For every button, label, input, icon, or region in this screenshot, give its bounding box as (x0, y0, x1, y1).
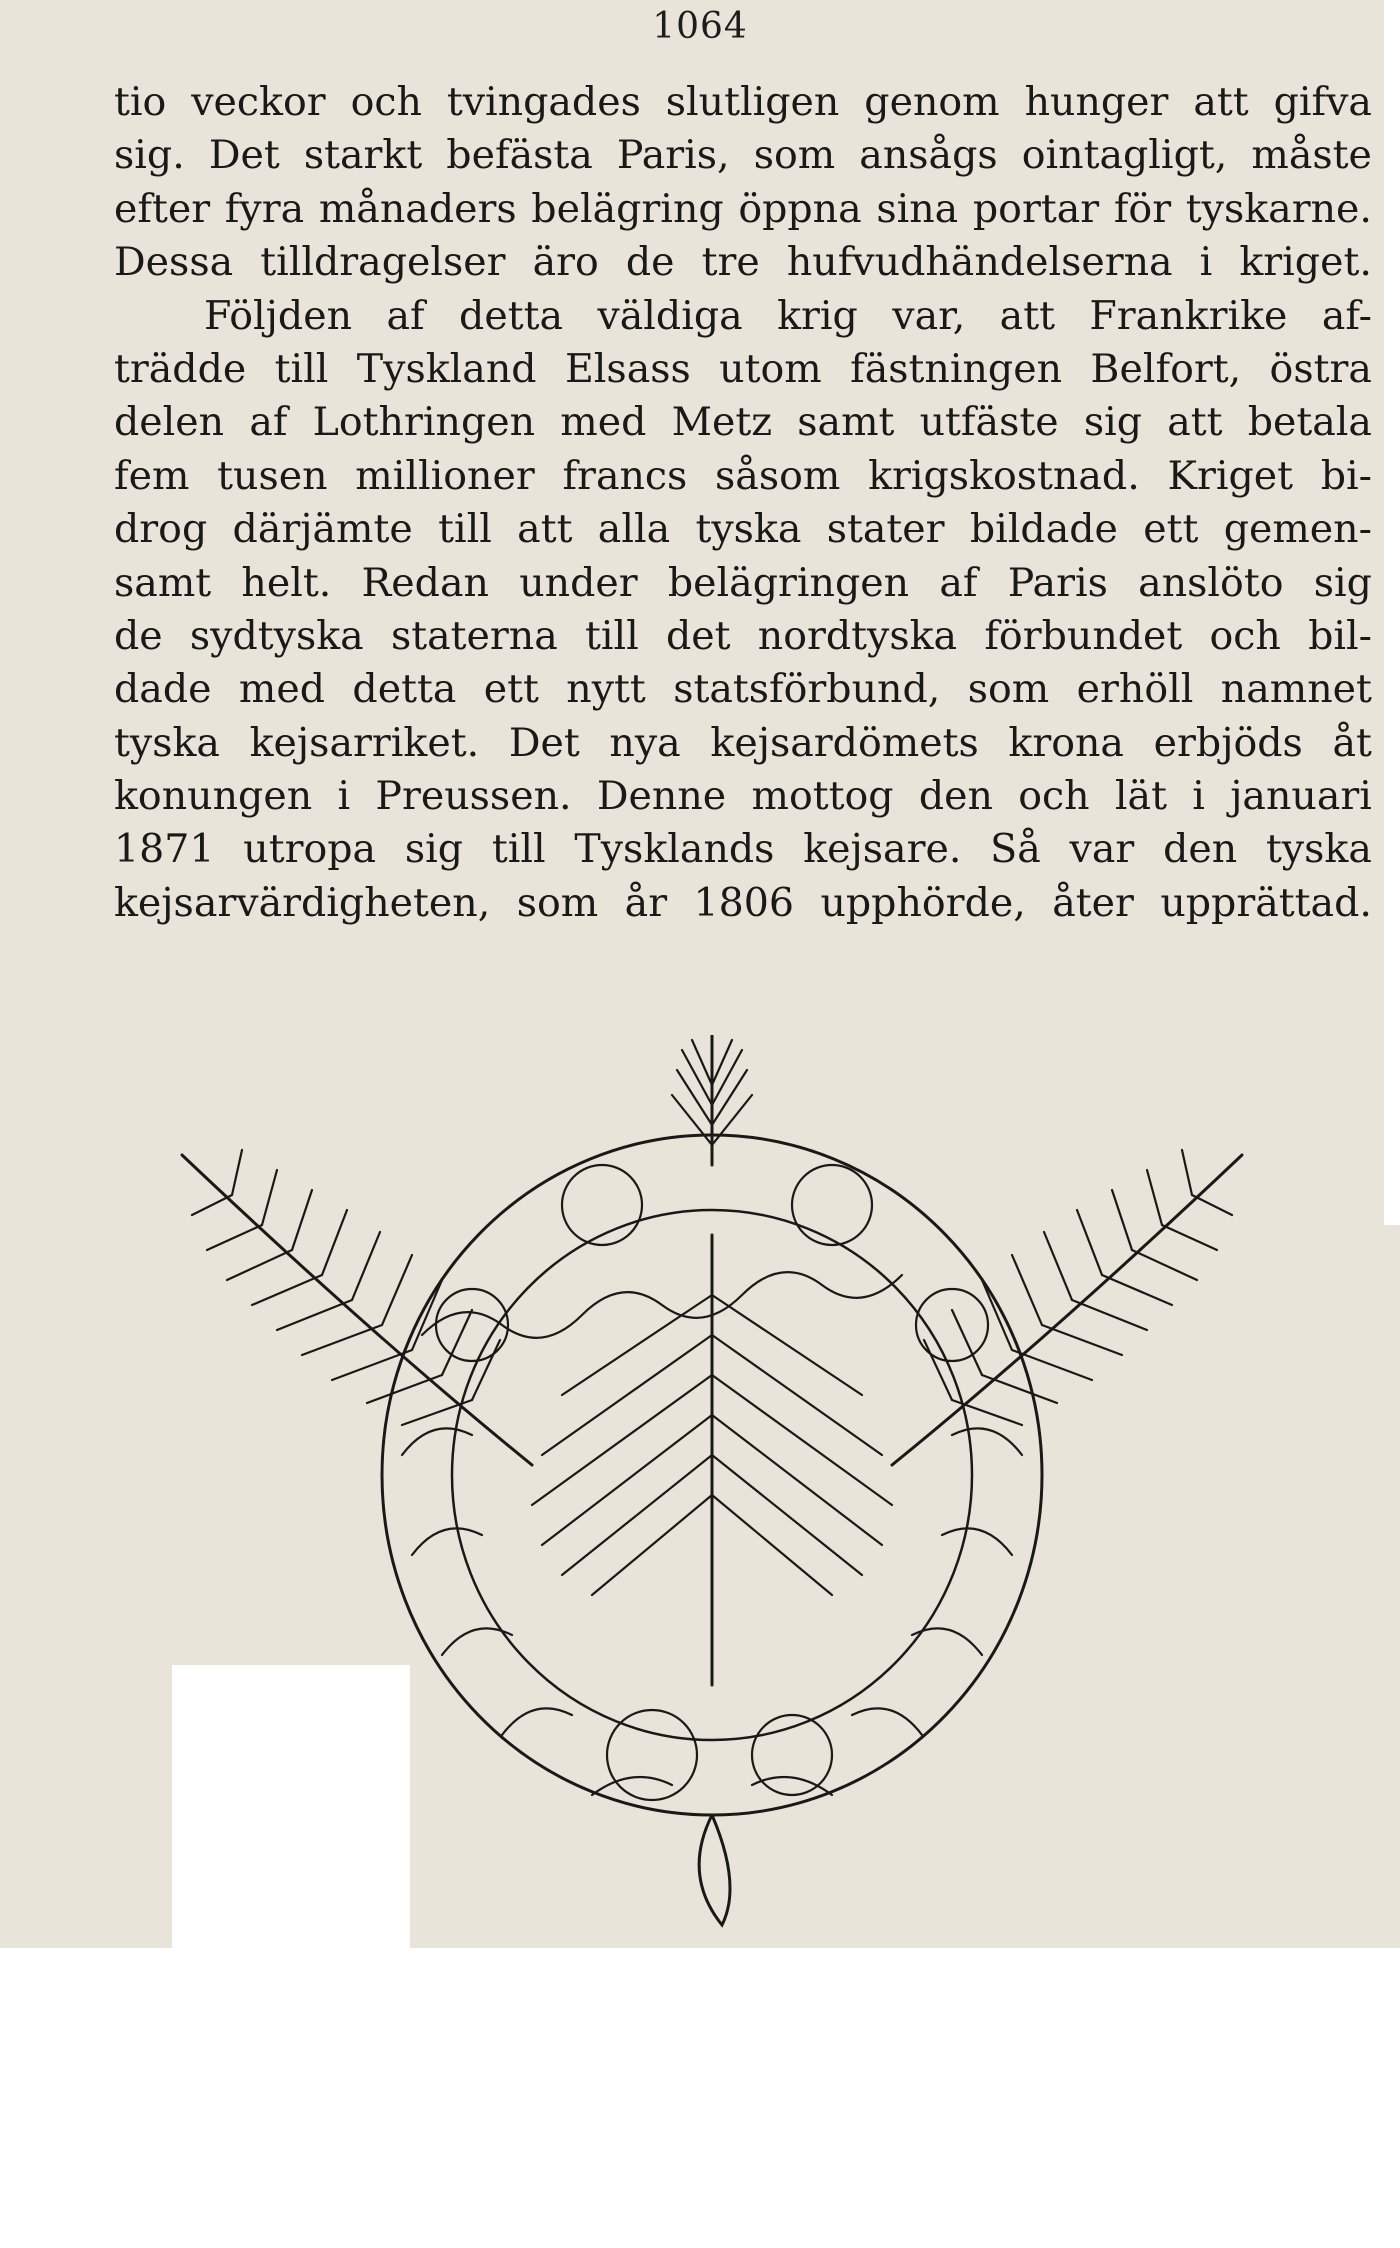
word: var (1069, 826, 1135, 873)
word: att (999, 292, 1055, 339)
word: tilldragelser (260, 239, 506, 286)
word: för (1113, 185, 1172, 232)
word: det (665, 612, 731, 659)
word: betala (1247, 399, 1372, 446)
word: Denne (596, 773, 727, 820)
word: slutligen (665, 79, 840, 125)
word: att (1193, 79, 1249, 125)
word: med (560, 399, 647, 446)
word: Tysklands (574, 826, 775, 873)
word: gifva (1273, 79, 1372, 125)
word: upprättad. (1160, 879, 1372, 926)
word: och (1018, 773, 1090, 820)
text-line (114, 450, 1372, 503)
word: af (386, 292, 425, 339)
word: ett (483, 666, 539, 713)
word: till (491, 826, 546, 873)
word: ansågs (859, 132, 998, 179)
text-line (114, 503, 1372, 556)
word: nya (609, 719, 681, 766)
word: äro (532, 239, 599, 286)
word: kejsardömets (710, 719, 979, 766)
word: lät (1114, 773, 1167, 820)
page-edge (1384, 0, 1400, 1225)
word: kriget. (1239, 239, 1372, 286)
word: kejsare. (803, 826, 962, 873)
word: Belfort, (1090, 345, 1242, 392)
word: mottog (751, 773, 894, 820)
word: 1871 (114, 826, 215, 873)
text-line (114, 823, 1372, 876)
page-number: 1064 (652, 6, 748, 47)
word: att (1167, 399, 1223, 446)
word: gemen- (1223, 506, 1372, 553)
text-line (114, 396, 1372, 449)
word: Det (508, 719, 580, 766)
word: krig (777, 292, 858, 339)
word: åter (1052, 879, 1134, 926)
word: hufvudhändelserna (786, 239, 1173, 286)
word: dade (114, 666, 212, 713)
word: ett (1143, 506, 1199, 553)
word: att (517, 506, 573, 553)
text-line (114, 770, 1372, 823)
word: tvingades (446, 79, 641, 125)
word: som (753, 132, 836, 179)
text-line (114, 343, 1372, 396)
word: kejsarvärdigheten, (114, 879, 491, 926)
word: starkt (303, 132, 423, 179)
word: till (274, 345, 329, 392)
word: förbundet (984, 612, 1183, 659)
word: tre (701, 239, 760, 286)
word: under (519, 559, 638, 606)
word: den (918, 773, 993, 820)
wreath-stem (699, 1815, 730, 1925)
word: därjämte (232, 506, 413, 553)
word: erhöll (1076, 666, 1194, 713)
word: öppna (738, 185, 862, 232)
word: de (625, 239, 675, 286)
text-line (114, 877, 1372, 930)
word: samt (797, 399, 895, 446)
word: tyskarne. (1185, 185, 1372, 232)
word: Tyskland (356, 345, 537, 392)
word: detta (459, 292, 563, 339)
word: som (516, 879, 599, 926)
top-palm-frond (672, 1035, 752, 1165)
word: till (438, 506, 492, 553)
word: bildade (969, 506, 1118, 553)
word: Följden (204, 292, 353, 339)
word: fyra (224, 185, 305, 232)
word: måste (1251, 132, 1372, 179)
word: åt (1332, 719, 1372, 766)
word: Dessa (114, 239, 234, 286)
left-palm-frond (182, 1150, 532, 1465)
text-line (114, 610, 1372, 663)
word: krigskostnad. (868, 452, 1140, 499)
text-line (114, 129, 1372, 182)
word: fästningen (850, 345, 1063, 392)
word: sina (876, 185, 959, 232)
word: bi- (1320, 452, 1372, 499)
word: sig (1083, 399, 1143, 446)
word: i (1199, 239, 1213, 286)
paragraph-first-line (114, 290, 1372, 343)
inner-palm-leaves (532, 1235, 892, 1685)
word: Paris, (616, 132, 730, 179)
word: krona (1008, 719, 1124, 766)
word: och (1209, 612, 1281, 659)
word: till (584, 612, 639, 659)
word: östra (1269, 345, 1372, 392)
word: af- (1321, 292, 1372, 339)
word: Preussen. (375, 773, 572, 820)
word: i (337, 773, 351, 820)
word: Kriget (1167, 452, 1294, 499)
word: hunger (1024, 79, 1169, 125)
word: nordtyska (757, 612, 958, 659)
word: kejsarriket. (249, 719, 480, 766)
word: efter (114, 185, 211, 232)
blank-patch (172, 1665, 410, 1948)
word: Lothringen (312, 399, 536, 446)
word: genom (864, 79, 1000, 125)
word: Så (990, 826, 1041, 873)
word: Det (208, 132, 280, 179)
word: väldiga (597, 292, 743, 339)
text-line (114, 557, 1372, 610)
blank-area (0, 1948, 1400, 2248)
body-text (114, 76, 1372, 930)
word: de (114, 612, 163, 659)
word: anslöto (1138, 559, 1284, 606)
word: samt (114, 559, 212, 606)
word: 1806 (693, 879, 795, 926)
word: detta (352, 666, 457, 713)
word: utfäste (919, 399, 1059, 446)
word: ointagligt, (1021, 132, 1228, 179)
word: belägring (531, 185, 724, 232)
word: utom (719, 345, 822, 392)
word: tio (114, 79, 167, 125)
text-line (114, 717, 1372, 770)
word: tusen (217, 452, 328, 499)
word: alla (597, 506, 671, 553)
word: Metz (671, 399, 773, 446)
word: erbjöds (1153, 719, 1303, 766)
text-line (114, 183, 1372, 236)
word: veckor (191, 79, 326, 125)
word: trädde (114, 345, 247, 392)
word: af (939, 559, 978, 606)
word: millioner (355, 452, 535, 499)
word: Elsass (564, 345, 691, 392)
word: månaders (318, 185, 517, 232)
word: med (238, 666, 326, 713)
word: var, (892, 292, 966, 339)
word: delen (114, 399, 225, 446)
word: sydtyska (189, 612, 364, 659)
word: utropa (243, 826, 377, 873)
word: Redan (361, 559, 489, 606)
word: upphörde, (820, 879, 1026, 926)
word: befästa (446, 132, 593, 179)
word: Frankrike (1089, 292, 1288, 339)
word: sig. (114, 132, 185, 179)
word: drog (114, 506, 208, 553)
word: francs (562, 452, 688, 499)
word: belägringen (667, 559, 910, 606)
word: helt. (241, 559, 332, 606)
word: tyska (1265, 826, 1372, 873)
word: af (249, 399, 288, 446)
word: stater (826, 506, 945, 553)
word: år (624, 879, 668, 926)
text-line (114, 76, 1372, 129)
word: tyska (114, 719, 220, 766)
word: sig (404, 826, 464, 873)
word: den (1163, 826, 1238, 873)
word: som (967, 666, 1050, 713)
word: portar (972, 185, 1100, 232)
word: sig (1313, 559, 1372, 606)
word: Paris (1007, 559, 1108, 606)
word: bil- (1308, 612, 1372, 659)
word: januari (1230, 773, 1372, 820)
right-palm-frond (892, 1150, 1242, 1465)
word: i (1192, 773, 1205, 820)
word: såsom (715, 452, 841, 499)
text-line (114, 236, 1372, 289)
word: och (350, 79, 422, 125)
word: statsförbund, (673, 666, 941, 713)
word: konungen (114, 773, 313, 820)
text-line (114, 663, 1372, 716)
word: fem (114, 452, 190, 499)
word: nytt (566, 666, 646, 713)
word: namnet (1220, 666, 1372, 713)
word: tyska (695, 506, 802, 553)
word: staterna (390, 612, 558, 659)
